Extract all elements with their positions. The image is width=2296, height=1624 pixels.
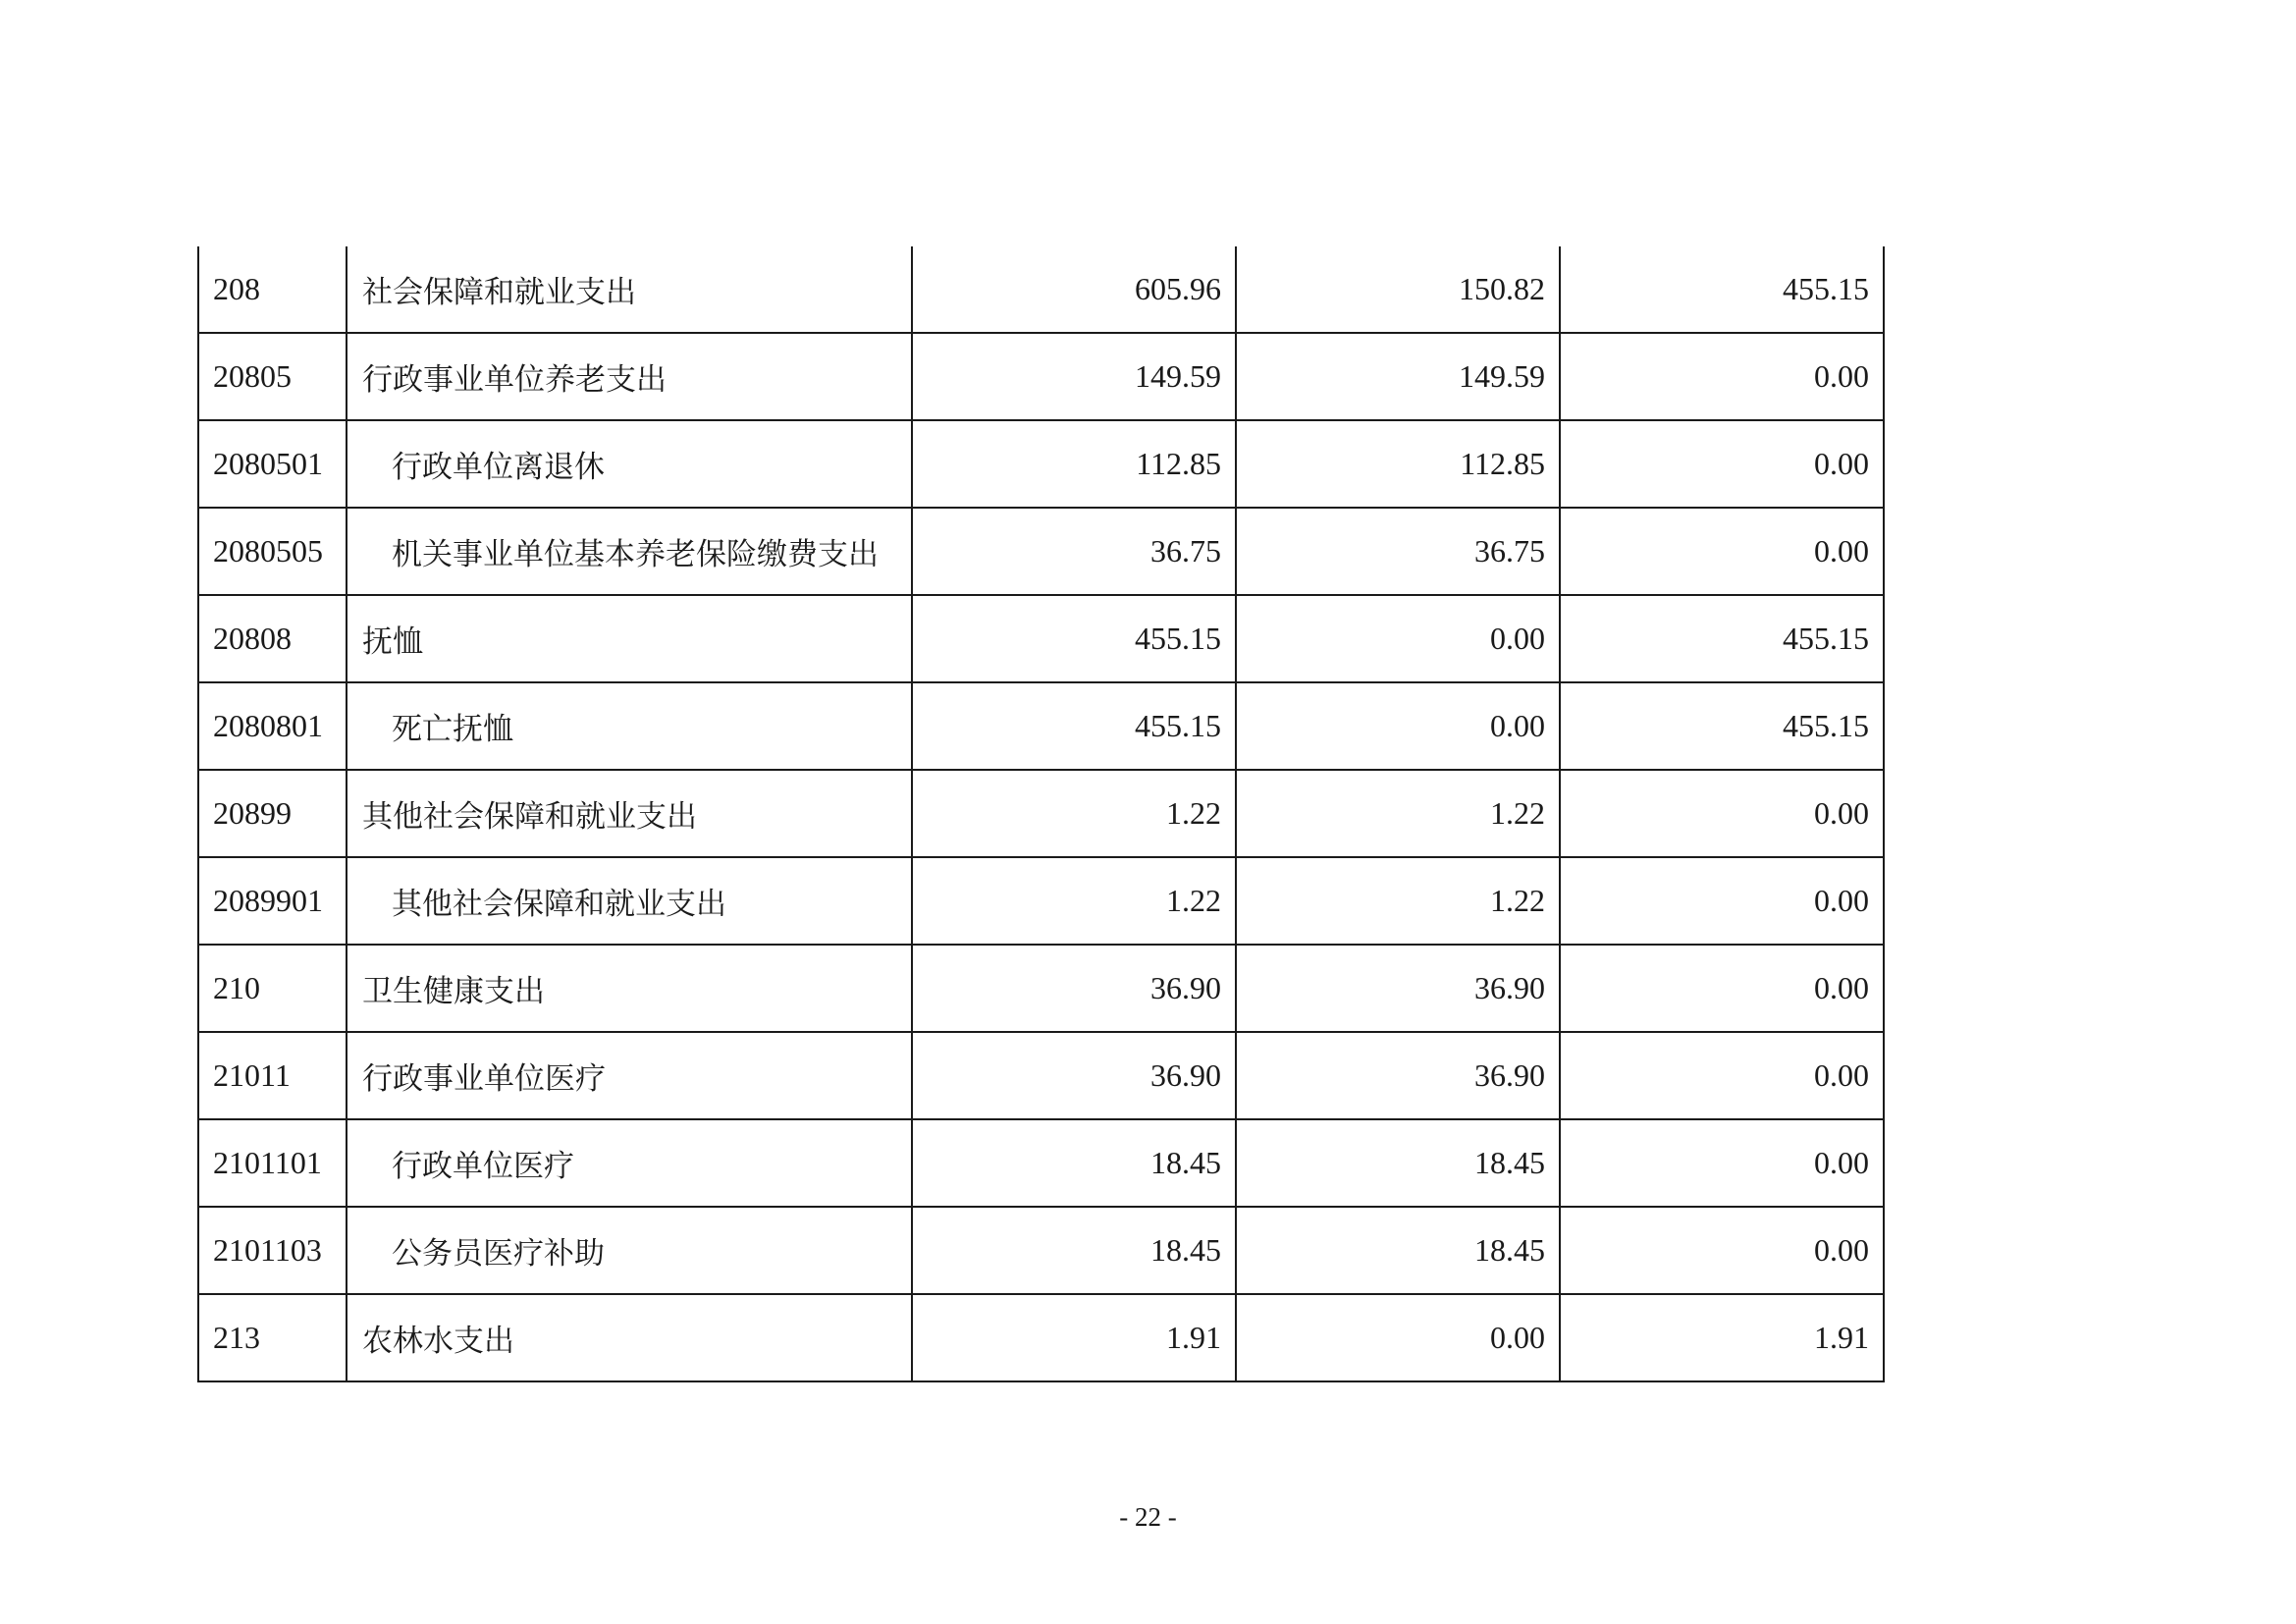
row-total-cell: 36.75: [912, 508, 1236, 595]
row-code-cell: 20805: [198, 333, 347, 420]
row-name-cell: 行政事业单位养老支出: [347, 333, 912, 420]
table-row: [198, 1032, 1884, 1119]
row-name-cell: 卫生健康支出: [347, 945, 912, 1032]
page-number: - 22 -: [1119, 1502, 1177, 1532]
row-project-cell: 0.00: [1560, 1032, 1884, 1119]
budget-table-body: [198, 246, 1884, 1381]
row-basic-cell: 36.90: [1236, 945, 1560, 1032]
row-basic-cell: 1.22: [1236, 770, 1560, 857]
table-row: [198, 1294, 1884, 1381]
row-total-cell: 455.15: [912, 595, 1236, 682]
row-basic-cell: 36.90: [1236, 1032, 1560, 1119]
row-total-cell: 1.22: [912, 857, 1236, 945]
row-total-cell: 1.91: [912, 1294, 1236, 1381]
row-basic-cell: 149.59: [1236, 333, 1560, 420]
table-row: [198, 246, 1884, 333]
row-code-cell: 208: [198, 246, 347, 333]
row-total-cell: 455.15: [912, 682, 1236, 770]
table-row: [198, 1207, 1884, 1294]
row-name-cell: 抚恤: [347, 595, 912, 682]
budget-table: [197, 246, 1885, 1382]
table-row: [198, 682, 1884, 770]
row-project-cell: 0.00: [1560, 770, 1884, 857]
row-code-cell: 20899: [198, 770, 347, 857]
row-basic-cell: 0.00: [1236, 595, 1560, 682]
row-total-cell: 36.90: [912, 1032, 1236, 1119]
row-project-cell: 0.00: [1560, 508, 1884, 595]
row-code-cell: 2080501: [198, 420, 347, 508]
table-row: [198, 420, 1884, 508]
row-project-cell: 455.15: [1560, 682, 1884, 770]
row-name-cell: 死亡抚恤: [347, 682, 912, 770]
row-code-cell: 21011: [198, 1032, 347, 1119]
table-row: [198, 333, 1884, 420]
table-row: [198, 945, 1884, 1032]
row-basic-cell: 0.00: [1236, 682, 1560, 770]
row-basic-cell: 36.75: [1236, 508, 1560, 595]
row-total-cell: 605.96: [912, 246, 1236, 333]
row-code-cell: 210: [198, 945, 347, 1032]
row-name-cell: 其他社会保障和就业支出: [347, 770, 912, 857]
row-basic-cell: 150.82: [1236, 246, 1560, 333]
row-name-cell: 机关事业单位基本养老保险缴费支出: [347, 508, 912, 595]
row-project-cell: 455.15: [1560, 246, 1884, 333]
row-code-cell: 2089901: [198, 857, 347, 945]
table-row: [198, 857, 1884, 945]
table-row: [198, 595, 1884, 682]
row-total-cell: 1.22: [912, 770, 1236, 857]
row-total-cell: 149.59: [912, 333, 1236, 420]
row-basic-cell: 18.45: [1236, 1207, 1560, 1294]
row-basic-cell: 112.85: [1236, 420, 1560, 508]
table-row: [198, 508, 1884, 595]
row-name-cell: 行政单位医疗: [347, 1119, 912, 1207]
row-project-cell: 1.91: [1560, 1294, 1884, 1381]
row-project-cell: 455.15: [1560, 595, 1884, 682]
row-project-cell: 0.00: [1560, 1119, 1884, 1207]
row-name-cell: 公务员医疗补助: [347, 1207, 912, 1294]
row-project-cell: 0.00: [1560, 857, 1884, 945]
row-name-cell: 行政单位离退休: [347, 420, 912, 508]
row-project-cell: 0.00: [1560, 1207, 1884, 1294]
row-basic-cell: 1.22: [1236, 857, 1560, 945]
row-code-cell: 2080505: [198, 508, 347, 595]
row-total-cell: 36.90: [912, 945, 1236, 1032]
table-row: [198, 1119, 1884, 1207]
row-total-cell: 18.45: [912, 1207, 1236, 1294]
row-basic-cell: 18.45: [1236, 1119, 1560, 1207]
row-code-cell: 2101103: [198, 1207, 347, 1294]
row-name-cell: 社会保障和就业支出: [347, 246, 912, 333]
row-basic-cell: 0.00: [1236, 1294, 1560, 1381]
row-code-cell: 20808: [198, 595, 347, 682]
row-project-cell: 0.00: [1560, 420, 1884, 508]
row-total-cell: 18.45: [912, 1119, 1236, 1207]
row-project-cell: 0.00: [1560, 945, 1884, 1032]
row-code-cell: 213: [198, 1294, 347, 1381]
row-name-cell: 农林水支出: [347, 1294, 912, 1381]
row-code-cell: 2080801: [198, 682, 347, 770]
row-code-cell: 2101101: [198, 1119, 347, 1207]
row-total-cell: 112.85: [912, 420, 1236, 508]
row-name-cell: 行政事业单位医疗: [347, 1032, 912, 1119]
table-row: [198, 770, 1884, 857]
row-project-cell: 0.00: [1560, 333, 1884, 420]
row-name-cell: 其他社会保障和就业支出: [347, 857, 912, 945]
